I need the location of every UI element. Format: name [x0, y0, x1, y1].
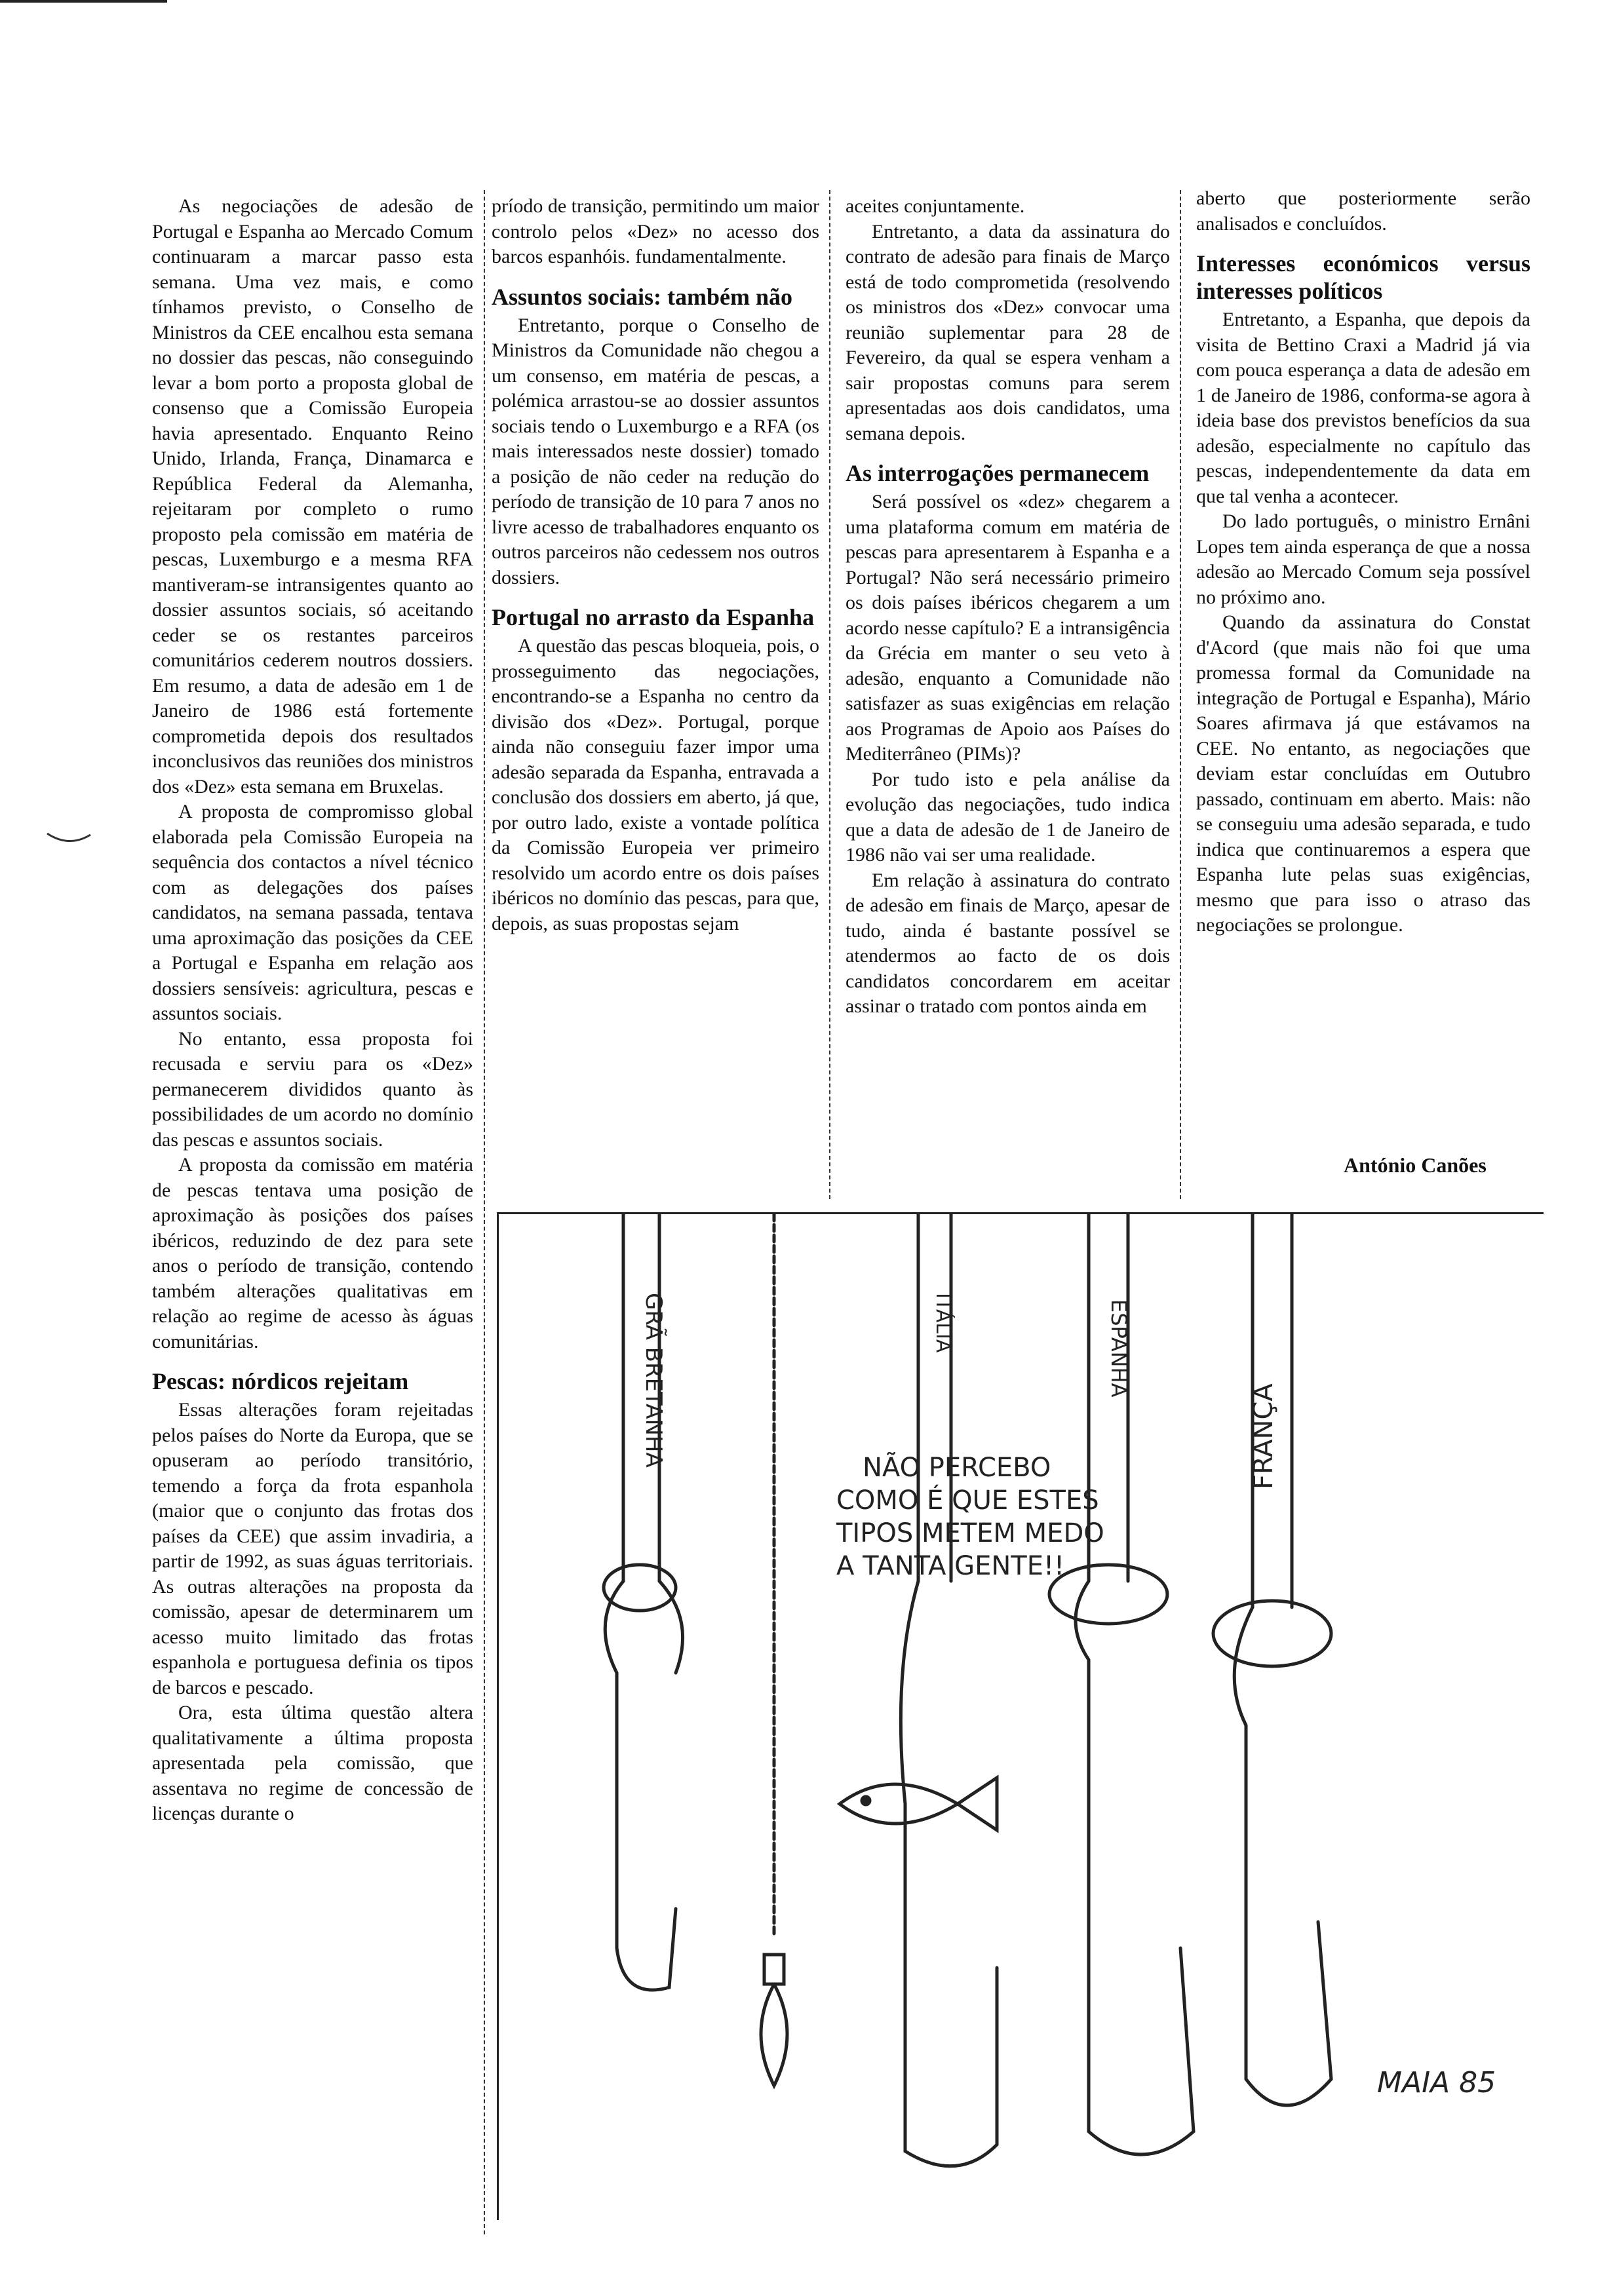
cartoon-label-uk: GRÃ BRETANHA — [640, 1293, 667, 1468]
paragraph: A proposta da comissão em matéria de pescas tentava uma posição de aproximação às posições dos países ibéricos, reduzindo de dez para sete anos o período de transição, contendo também alterações qualitativas em relação ao regime de acesso às águas comunitárias. — [152, 1154, 473, 1352]
paragraph: Entretanto, a Espanha, que depois da visita de Bettino Craxi a Madrid já via com pouca esperança a data de adesão em 1 de Janeiro de 1986, conforma-se agora à ideia base dos previstos benefícios da sua adesão, especialmente no capítulo das pescas, independentemente da data em que tal venha a acontecer. — [1196, 309, 1530, 507]
cartoonist-signature: MAIA 85 — [1377, 2066, 1496, 2099]
paragraph: Quando da assinatura do Constat d'Acord (que mais não foi que uma promessa formal da Comunidade na integração de Portugal e Espanha), Mário Soares afirmava já que estávamos na CEE. No entanto, as negociações que deviam estar concluídas em Outubro passado, continuam em aberto. Mais: não se conseguiu uma adesão separada, e tudo indica que continuaremos a espera que Espanha lute pelas suas exigências, mesmo que para isso o atraso das negociações se prolongue. — [1196, 611, 1530, 936]
column-rule — [484, 190, 485, 2234]
paragraph: Essas alterações foram rejeitadas pelos países do Norte da Europa, que se opuseram ao período transitório, temendo a força da frota espanhola (maior que o conjunto das frotas dos países da CEE) que assim invadiria, a partir de 1992, as suas águas territoriais. As outras alterações na proposta da comissão, apesar de determinarem um acesso muito limitado das frotas espanhola e portuguesa definia os tipos de barcos e pescado. — [152, 1399, 473, 1698]
paragraph: aceites conjuntamente. — [846, 195, 1025, 217]
paragraph: Por tudo isto e pela análise da evolução das negociações, tudo indica que a data de adesão de 1 de Janeiro de 1986 não vai ser uma realidade. — [846, 768, 1170, 866]
cartoon-label-france: FRANÇA — [1249, 1383, 1279, 1489]
scan-mark — [46, 831, 92, 845]
paragraph: Entretanto, a data da assinatura do contrato de adesão para finais de Março está de todo comprometida (resolvendo os ministros dos «Dez» convocar uma reunião suplementar para 28 de Fevereiro, da qual se espera venham a sair propostas comuns para serem apresentadas aos dois candidatos, uma semana depois. — [846, 220, 1170, 444]
paragraph: A proposta de compromisso global elaborada pela Comissão Europeia na sequência dos contactos a nível técnico com as delegações dos países candidatos, na semana passada, tentava uma aproximação das posições da CEE a Portugal e Espanha em relação aos dossiers sensíveis: agricultura, pescas e assuntos sociais. — [152, 801, 473, 1024]
paragraph: As negociações de adesão de Portugal e Espanha ao Mercado Comum continuaram a marcar passo esta semana. Uma vez mais, e como tínhamos previsto, o Conselho de Ministros da CEE encalhou esta semana no dossier das pescas, não conseguindo levar a bom porto a proposta global de consenso que a Comissão Europeia havia apresentado. Enquanto Reino Unido, Irlanda, França, Dinamarca e República Federal da Alemanha, rejeitaram por completo o rumo proposto pela comissão em matéria de pescas, Luxemburgo e a mesma RFA mantiveram-se intransigentes quanto ao dossier assuntos sociais, só aceitando ceder se os restantes parceiros comunitários cederem noutros dossiers. Em resumo, a data de adesão em 1 de Janeiro de 1986 está fortemente comprometida depois dos resultados inconclusivos das reuniões dos ministros dos «Dez» esta semana em Bruxelas. — [152, 195, 473, 797]
subheading: As interrogações permanecem — [846, 460, 1150, 486]
subheading: Interesses económicos versus interesses políticos — [1196, 250, 1530, 304]
speech-line: NÃO PERCEBO — [863, 1453, 1051, 1483]
paragraph: aberto que posteriormente serão analisados e concluídos. — [1196, 187, 1530, 235]
subheading: Portugal no arrasto da Espanha — [492, 604, 815, 630]
article-column-2 — [492, 194, 819, 936]
top-rule — [0, 0, 167, 3]
speech-line: COMO É QUE ESTES — [836, 1485, 1099, 1516]
paragraph: Será possível os «dez» chegarem a uma plataforma comum em matéria de pescas para apresentarem à Espanha e a Portugal? Não será necessário primeiro os dois países ibéricos chegarem a um acordo nesse capítulo? E a intransigência da Grécia em manter o seu veto à adesão, enquanto a Comunidade não satisfazer as suas exigências em relação aos Programas de Apoio aos Países do Mediterrâneo (PIMs)? — [846, 491, 1170, 765]
article-column-4 — [1196, 186, 1530, 938]
cartoon-label-italy: ITÁLIA — [931, 1293, 954, 1353]
column-rule — [829, 190, 830, 1199]
paragraph: No entanto, essa proposta foi recusada e serviu para os «Dez» permanecerem divididos quanto às possibilidades de um acordo no domínio das pescas e assuntos sociais. — [152, 1027, 473, 1151]
paragraph: Em relação à assinatura do contrato de adesão em finais de Março, apesar de tudo, ainda é bastante possível se atendermos ao facto de os dois candidatos concordarem em aceitar assinar o tratado com pontos ainda em — [846, 869, 1170, 1017]
paragraph: A questão das pescas bloqueia, pois, o prosseguimento das negociações, encontrando-se a Espanha no centro da divisão dos «Dez». Portugal, porque ainda não conseguiu fazer impor uma adesão separada da Espanha, entravada a conclusão dos dossiers em aberto, já que, por outro lado, existe a vontade política da Comissão Europeia ver primeiro resolvido um acordo entre os dois países ibéricos no domínio das pescas, para que, depois, as suas propostas sejam — [492, 635, 819, 934]
subheading: Pescas: nórdicos rejeitam — [152, 1368, 409, 1394]
cartoon — [497, 1212, 1544, 2220]
paragraph: Entretanto, porque o Conselho de Ministros da Comunidade não chegou a um consenso, em matéria de pescas, a polémica arrastou-se ao dossier assuntos sociais tendo o Luxemburgo e a RFA (os mais interessados neste dossier) tomado a posição de não ceder na redução do período de transição de 10 para 7 anos no livre acesso de trabalhadores enquanto os outros parceiros não cedessem nos outros dossiers. — [492, 314, 819, 588]
article-column-3 — [846, 194, 1170, 1020]
cartoon-label-spain: ESPANHA — [1106, 1299, 1131, 1398]
speech-text — [836, 1451, 1104, 1581]
subheading: Assuntos sociais: também não — [492, 283, 793, 310]
speech-line: TIPOS METEM MEDO — [836, 1518, 1104, 1548]
paragraph: príodo de transição, permitindo um maior controlo pelos «Dez» no acesso dos barcos espanhóis. fundamentalmente. — [492, 195, 819, 267]
cartoon-illustration — [499, 1214, 1544, 2220]
author-byline: António Canões — [1344, 1153, 1487, 1177]
column-rule — [1180, 190, 1181, 1199]
article-column-1 — [152, 194, 473, 1827]
speech-line: A TANTA GENTE!! — [836, 1551, 1065, 1581]
paragraph: Do lado português, o ministro Ernâni Lopes tem ainda esperança de que a nossa adesão ao Mercado Comum seja possível no próximo ano. — [1196, 510, 1530, 608]
paragraph: Ora, esta última questão altera qualitativamente a última proposta apresentada pela comissão, que assentava no regime de concessão de licenças durante o — [152, 1702, 473, 1824]
